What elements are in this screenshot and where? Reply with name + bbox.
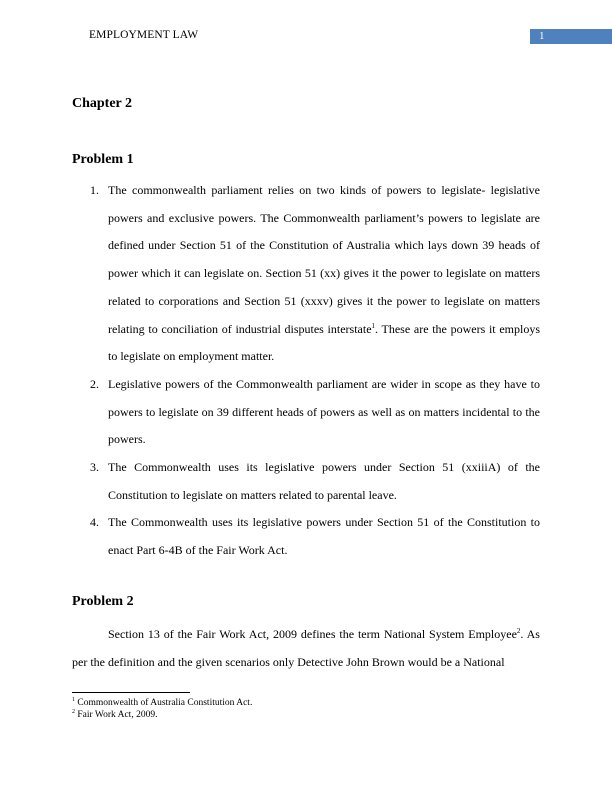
- footnote: [72, 709, 252, 721]
- footnote-text: Commonwealth of Australia Constitution Act.: [75, 698, 253, 708]
- footnote-ref[interactable]: 1: [371, 321, 376, 330]
- list-item: [72, 454, 540, 509]
- list-item-number: 4.: [90, 515, 99, 530]
- paragraph-text: Section 13 of the Fair Work Act, 2009 defines the term National System Employee: [108, 627, 517, 641]
- list-item-number: 3.: [90, 460, 99, 475]
- footnote-number: 1: [72, 697, 75, 703]
- footnote: [72, 697, 252, 709]
- problem-1-heading: Problem 1: [72, 152, 134, 167]
- list-item-text: The commonwealth parliament relies on two kinds of powers to legislate- legislative powers and exclusive powers. The Commonwealth parliament’s powers to legislate are defined under Section 51 of the Constitution of Australia which lays down 39 heads of power which it can legislate on. Section 51 (xx) gives it the power to legislate on matters related to corporations and Section 51 (xxxv) gives it the power to legislate on matters relating to conciliation of industrial disputes interstate: [108, 183, 540, 336]
- problem-2-heading: Problem 2: [72, 594, 134, 609]
- list-item-text: The Commonwealth uses its legislative powers under Section 51 (xxiiiA) of the Constitution to legislate on matters related to parental leave.: [108, 460, 540, 502]
- chapter-heading: Chapter 2: [72, 96, 133, 111]
- problem-2-paragraph: [72, 621, 540, 676]
- list-item-text: The Commonwealth uses its legislative powers under Section 51 of the Constitution to enact Part 6-4B of the Fair Work Act.: [108, 515, 540, 558]
- list-item: [72, 177, 540, 371]
- problem-1-list: [72, 177, 540, 565]
- footnotes: [72, 697, 252, 721]
- page-number: 1: [539, 30, 545, 42]
- footnote-separator: [72, 692, 190, 693]
- list-item: [72, 371, 540, 454]
- list-item-text-cont: . These are the powers it employs to legislate on employment matter.: [108, 321, 540, 364]
- list-item-number: 2.: [90, 376, 99, 391]
- footnote-text: Fair Work Act, 2009.: [75, 710, 158, 720]
- footnote-ref[interactable]: 2: [516, 627, 521, 635]
- header-title: EMPLOYMENT LAW: [89, 29, 199, 41]
- list-item-number: 1.: [90, 183, 99, 197]
- paragraph-text-cont: . As per the definition and the given scenarios only Detective John Brown would be a National: [72, 627, 540, 669]
- list-item-text: Legislative powers of the Commonwealth parliament are wider in scope as they have to powers to legislate on 39 different heads of powers as well as on matters incidental to the powers.: [108, 376, 540, 447]
- list-item: [72, 509, 540, 564]
- footnote-number: 2: [72, 709, 75, 715]
- page-number-badge: [530, 29, 612, 44]
